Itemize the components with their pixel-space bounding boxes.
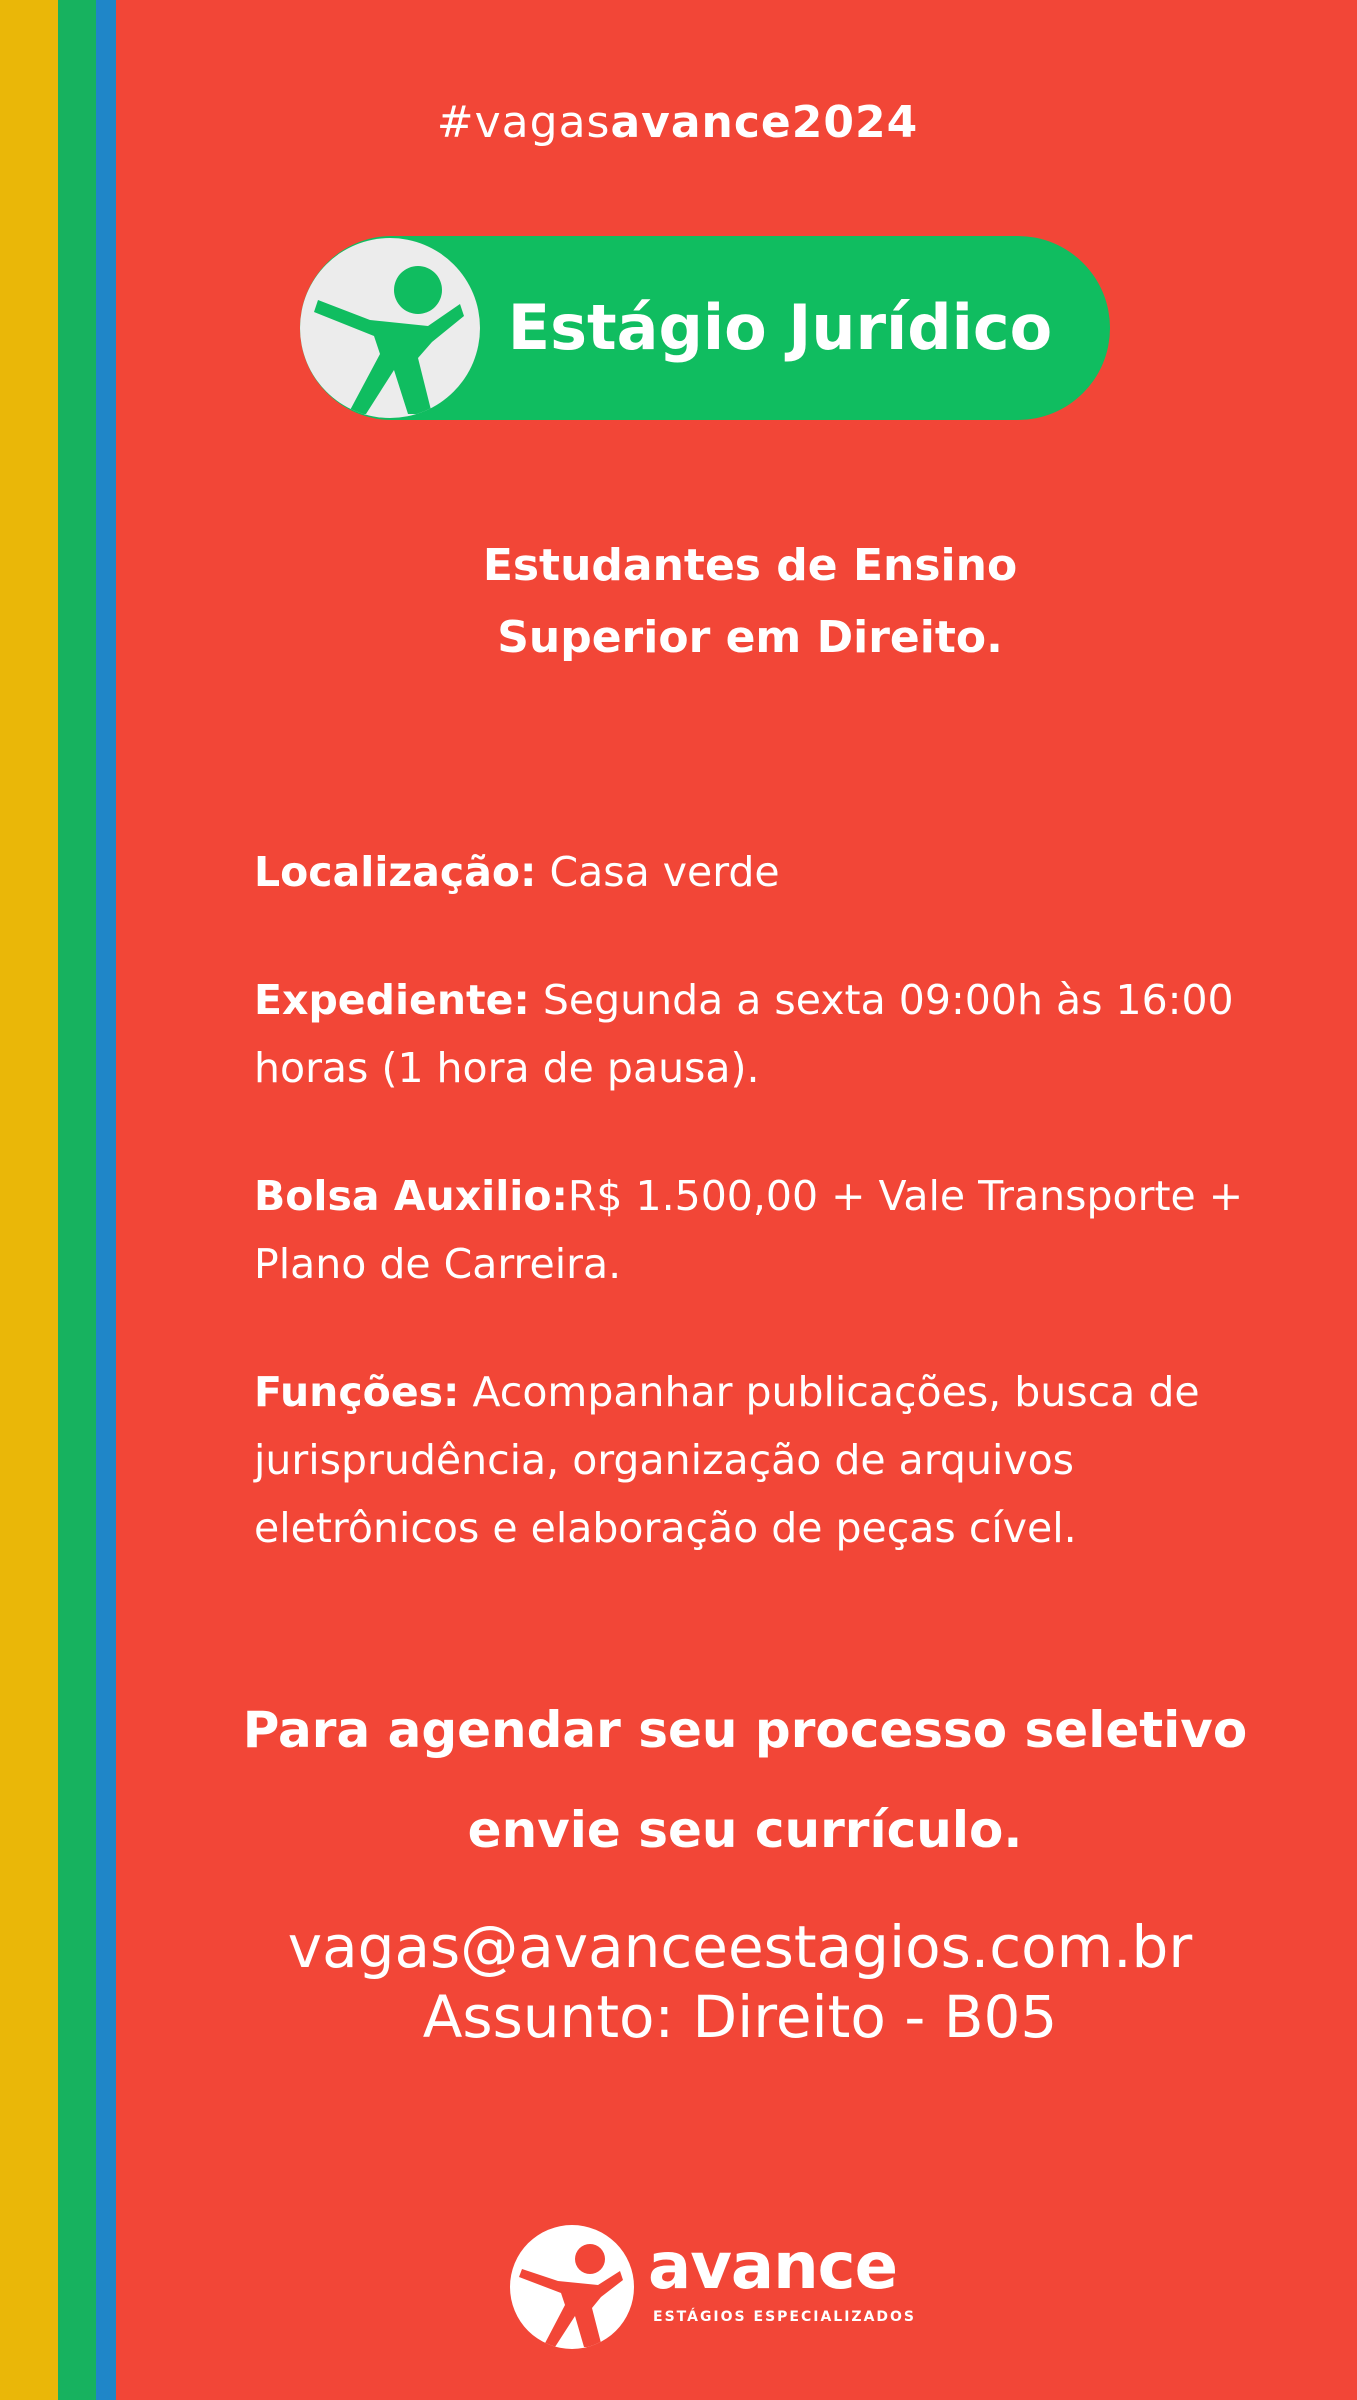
hashtag-bold: avance2024 (610, 97, 919, 148)
detail-hours-value: Segunda a sexta 09:00h às 16:00 horas (1 hora de pausa). (254, 976, 1234, 1092)
stripe-green (58, 0, 96, 2400)
pill-title: Estágio Jurídico (507, 291, 1053, 364)
detail-duties (254, 1358, 1254, 1562)
detail-duties-value: Acompanhar publicações, busca de jurisprudência, organização de arquivos eletrônicos e elaboração de peças cível. (254, 1368, 1200, 1552)
stripe-yellow (0, 0, 58, 2400)
footer-person-icon (510, 2225, 634, 2349)
detail-location-label: Localização: (254, 848, 537, 896)
detail-hours-label: Expediente: (254, 976, 530, 1024)
detail-stipend-label: Bolsa Auxilio: (254, 1172, 568, 1220)
detail-stipend-value: R$ 1.500,00 + Vale Transporte + Plano de Carreira. (254, 1172, 1244, 1288)
subtitle-line-2: Superior em Direito. (497, 612, 1003, 663)
footer-tagline: ESTÁGIOS ESPECIALIZADOS (653, 2309, 917, 2325)
hashtag (400, 88, 955, 158)
detail-hours (254, 966, 1254, 1102)
job-title-pill (300, 236, 1110, 420)
detail-location (254, 838, 1254, 906)
contact-info (200, 1912, 1280, 2052)
cta-line-1: Para agendar seu processo seletivo (242, 1701, 1248, 1759)
contact-email[interactable]: vagas@avanceestagios.com.br (287, 1913, 1193, 1981)
detail-duties-label: Funções: (254, 1368, 460, 1416)
person-jumping-icon (300, 238, 480, 418)
subtitle-line-1: Estudantes de Ensino (482, 540, 1018, 591)
footer-brand: avance (648, 2230, 897, 2304)
hashtag-prefix: #vagas (436, 97, 611, 148)
cta-line-2: envie seu currículo. (467, 1801, 1023, 1859)
call-to-action (230, 1680, 1260, 1880)
footer-logo (510, 2225, 930, 2355)
subtitle (330, 530, 1170, 674)
detail-location-value: Casa verde (536, 848, 780, 896)
job-details (254, 838, 1254, 1622)
contact-subject: Assunto: Direito - B05 (422, 1983, 1058, 2051)
stripe-blue (96, 0, 116, 2400)
detail-stipend (254, 1162, 1254, 1298)
